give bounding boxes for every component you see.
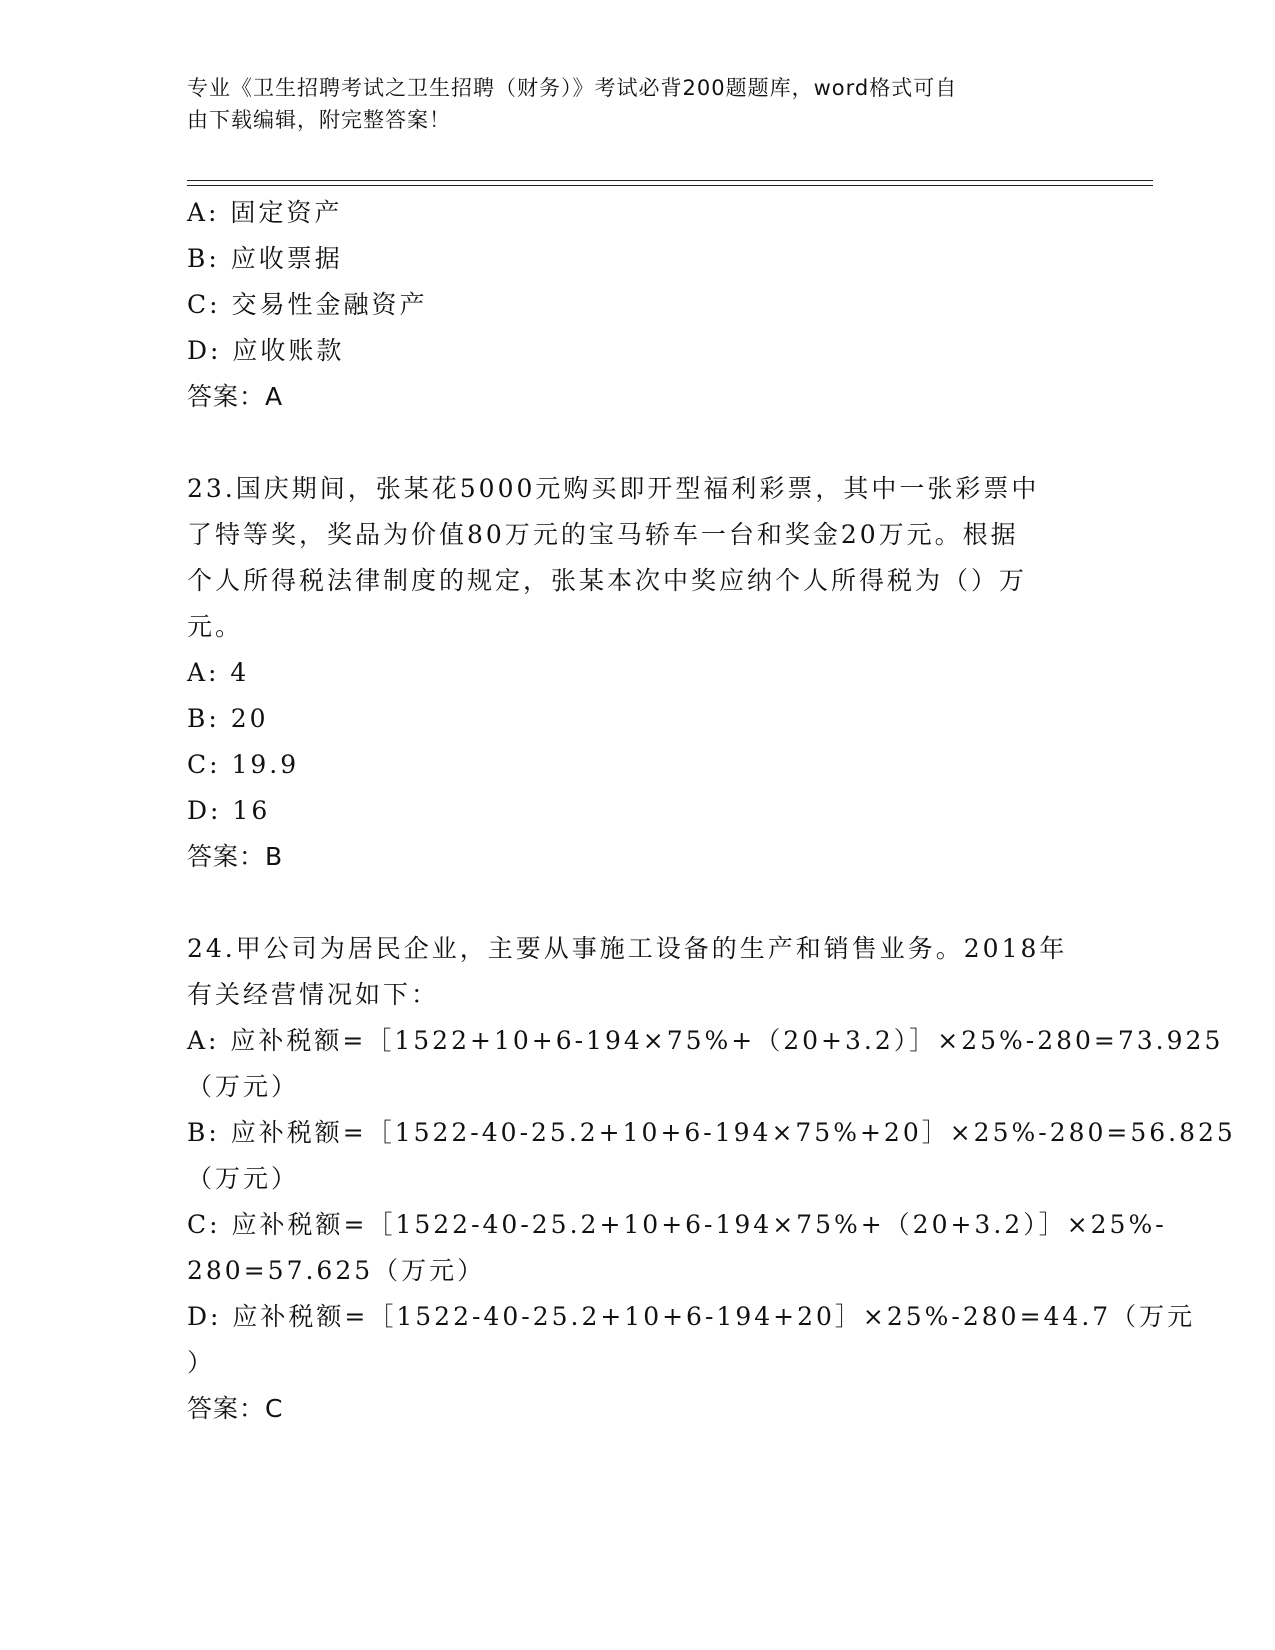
question-22 [187,190,1087,420]
option-d-continued: ） [187,1348,216,1377]
option-a-continued: （万元） [187,1072,300,1101]
question-stem-line: 元。 [187,612,244,641]
answer-line: 答案：A [187,382,284,411]
option-c: C: 应补税额=［1522-40-25.2+10+6-194×75%+（20+3.2）］×25%- [187,1210,1167,1239]
option-a: A: 4 [187,658,250,687]
option-b: B: 20 [187,704,269,733]
header-line-1: 专业《卫生招聘考试之卫生招聘（财务）》考试必背200题题库，word格式可自 [187,76,958,100]
question-23 [187,466,1087,880]
question-stem-line: 有关经营情况如下： [187,980,440,1009]
question-stem-line: 个人所得税法律制度的规定，张某本次中奖应纳个人所得税为（）万 [187,566,1028,595]
question-stem-line: 23.国庆期间，张某花5000元购买即开型福利彩票，其中一张彩票中 [187,474,1040,503]
option-d: D: 应补税额=［1522-40-25.2+10+6-194+20］×25%-280=44.7（万元 [187,1302,1196,1331]
spacer [187,420,1087,466]
option-b: B: 应补税额=［1522-40-25.2+10+6-194×75%+20］×25%-280=56.825 [187,1118,1236,1147]
spacer [187,880,1087,926]
option-b: B: 应收票据 [187,244,343,273]
option-c: C: 交易性金融资产 [187,290,428,319]
question-stem-line: 24.甲公司为居民企业，主要从事施工设备的生产和销售业务。2018年 [187,934,1068,963]
option-a: A: 应补税额=［1522+10+6-194×75%+（20+3.2）］×25%-280=73.925 [187,1026,1224,1055]
question-24 [187,926,1236,1432]
option-d: D: 应收账款 [187,336,345,365]
document-header [187,72,1077,136]
document-body [187,190,1236,1432]
answer-line: 答案：B [187,842,284,871]
option-d: D: 16 [187,796,271,825]
option-a: A: 固定资产 [187,198,343,227]
header-divider-bottom [187,185,1153,186]
answer-line: 答案：C [187,1394,284,1423]
option-c-continued: 280=57.625（万元） [187,1256,486,1285]
header-divider-top [187,180,1153,181]
option-b-continued: （万元） [187,1164,300,1193]
header-line-2: 由下载编辑，附完整答案！ [187,108,451,132]
option-c: C: 19.9 [187,750,300,779]
question-stem-line: 了特等奖，奖品为价值80万元的宝马轿车一台和奖金20万元。根据 [187,520,1019,549]
